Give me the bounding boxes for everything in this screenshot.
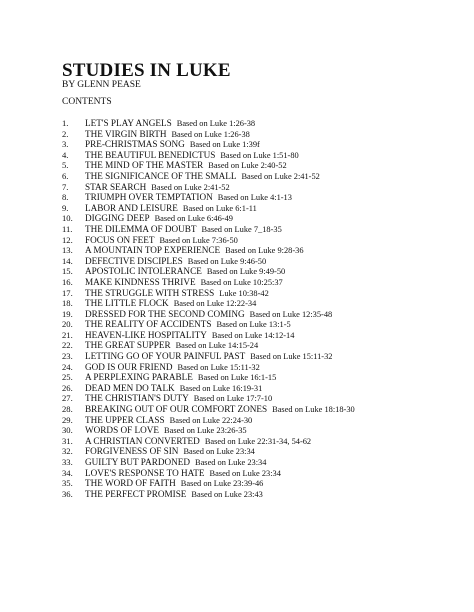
toc-item-number: 29. <box>62 414 73 425</box>
toc-item-number: 26. <box>62 382 73 393</box>
toc-item <box>62 319 462 330</box>
toc-item <box>62 288 462 299</box>
toc-item-number: 2. <box>62 128 69 139</box>
toc-item <box>62 468 462 479</box>
toc-item-scripture-reference: Based on Luke 14:12-14 <box>211 330 295 340</box>
toc-item <box>62 213 462 224</box>
toc-item <box>62 372 462 383</box>
toc-item <box>62 478 462 489</box>
toc-item-number: 1. <box>62 118 69 128</box>
toc-item-number: 35. <box>62 478 73 489</box>
toc-item-title: THE DILEMMA OF DOUBT <box>85 223 197 234</box>
toc-item-scripture-reference: Based on Luke 9:49-50 <box>206 267 286 277</box>
toc-item-number: 34. <box>62 467 73 478</box>
toc-item-scripture-reference: Based on Luke 1:26-38 <box>171 129 250 139</box>
toc-item-title: THE MIND OF THE MASTER <box>85 160 204 171</box>
toc-item-scripture-reference: Luke 10:38-42 <box>219 288 269 298</box>
toc-item <box>62 351 462 362</box>
toc-item-number: 17. <box>62 287 73 298</box>
toc-item-number: 28. <box>62 404 73 415</box>
toc-item <box>62 160 462 171</box>
toc-item-scripture-reference: Based on Luke 22:24-30 <box>169 415 253 425</box>
toc-item-scripture-reference: Based on Luke 23:43 <box>191 489 263 499</box>
toc-item <box>62 171 462 182</box>
toc-item-title: GUILTY BUT PARDONED <box>85 457 190 467</box>
toc-item-number: 27. <box>62 393 73 404</box>
toc-item <box>62 256 462 267</box>
toc-item <box>62 330 462 341</box>
toc-item-title: THE BEAUTIFUL BENEDICTUS <box>85 149 216 160</box>
toc-item-scripture-reference: Based on Luke 10:25:37 <box>200 277 283 287</box>
toc-item-number: 11. <box>62 223 73 234</box>
toc-item-scripture-reference: Based on Luke 13:1-5 <box>216 320 291 330</box>
toc-item-title: LETTING GO OF YOUR PAINFUL PAST <box>85 351 246 362</box>
toc-item-number: 25. <box>62 372 73 383</box>
toc-item-scripture-reference: Based on Luke 1:39f <box>189 140 260 150</box>
toc-item-scripture-reference: Based on Luke 2:40-52 <box>208 161 287 171</box>
toc-item-title: THE WORD OF FAITH <box>85 478 176 489</box>
toc-item-title: APOSTOLIC INTOLERANCE <box>85 266 202 277</box>
toc-item-title: A CHRISTIAN CONVERTED <box>85 435 200 446</box>
toc-item-scripture-reference: Based on Luke 17:7-10 <box>193 394 273 404</box>
toc-item <box>62 457 462 468</box>
toc-item-number: 21. <box>62 329 73 340</box>
toc-item <box>62 266 462 277</box>
toc-item-number: 5. <box>62 160 69 171</box>
toc-item <box>62 362 462 373</box>
document-title: STUDIES IN LUKE <box>62 60 231 81</box>
toc-item-scripture-reference: Based on Luke 22:31-34, 54-62 <box>204 436 312 446</box>
toc-item-title: LOVE'S RESPONSE TO HATE <box>85 467 205 478</box>
toc-item-scripture-reference: Based on Luke 1:51-80 <box>220 150 299 160</box>
toc-item-number: 22. <box>62 340 73 351</box>
toc-item <box>62 415 462 426</box>
toc-item-title: TRIUMPH OVER TEMPTATION <box>85 192 213 203</box>
toc-item <box>62 118 462 129</box>
toc-item-number: 8. <box>62 192 69 203</box>
toc-item-scripture-reference: Based on Luke 23:39-46 <box>180 479 264 489</box>
toc-item-title: FOCUS ON FEET <box>85 234 155 245</box>
toc-item-scripture-reference: Based on Luke 16:19-31 <box>179 383 263 393</box>
toc-item <box>62 298 462 309</box>
toc-item-title: A MOUNTAIN TOP EXPERIENCE <box>85 245 221 256</box>
toc-item-title: DEFECTIVE DISCIPLES <box>85 255 183 266</box>
toc-item-title: THE REALITY OF ACCIDENTS <box>85 319 212 330</box>
toc-item-number: 4. <box>62 149 69 160</box>
toc-item <box>62 446 462 457</box>
toc-item-scripture-reference: Based on Luke 12:22-34 <box>173 299 257 309</box>
toc-item-scripture-reference: Based on Luke 7:36-50 <box>159 235 238 245</box>
toc-item-title: DEAD MEN DO TALK <box>85 382 175 393</box>
toc-item-title: LABOR AND LEISURE <box>85 202 178 213</box>
toc-item-number: 36. <box>62 488 73 499</box>
toc-item-title: THE UPPER CLASS <box>85 414 165 425</box>
toc-item <box>62 235 462 246</box>
toc-item <box>62 425 462 436</box>
toc-item-scripture-reference: Based on Luke 9:46-50 <box>187 256 267 266</box>
toc-item-number: 33. <box>62 457 73 467</box>
toc-item-number: 19. <box>62 308 73 319</box>
toc-item-title: FORGIVENESS OF SIN <box>85 446 179 457</box>
toc-item-number: 24. <box>62 361 73 372</box>
toc-item-number: 12. <box>62 234 73 245</box>
toc-item-title: THE PERFECT PROMISE <box>85 488 187 499</box>
toc-item-number: 16. <box>62 276 73 287</box>
toc-item <box>62 404 462 415</box>
toc-item-title: LET'S PLAY ANGELS <box>85 118 172 128</box>
toc-item-scripture-reference: Based on Luke 4:1-13 <box>217 193 292 203</box>
toc-item-title: THE STRUGGLE WITH STRESS <box>85 287 215 298</box>
toc-item-scripture-reference: Based on Luke 23:34 <box>209 468 281 478</box>
toc-item <box>62 245 462 256</box>
toc-item-title: WORDS OF LOVE <box>85 425 160 436</box>
toc-item-scripture-reference: Based on Luke 2:41-52 <box>241 171 320 181</box>
toc-item-title: THE CHRISTIAN'S DUTY <box>85 393 189 404</box>
toc-item-number: 32. <box>62 446 73 457</box>
toc-item <box>62 203 462 214</box>
toc-item-scripture-reference: Based on Luke 14:15-24 <box>175 341 259 351</box>
toc-item-scripture-reference: Based on Luke 16:1-15 <box>197 373 277 383</box>
toc-item-number: 10. <box>62 213 73 224</box>
toc-item-number: 7. <box>62 181 69 192</box>
author-line: BY GLENN PEASE <box>62 80 141 90</box>
toc-item <box>62 436 462 447</box>
toc-item <box>62 340 462 351</box>
toc-item-number: 20. <box>62 319 73 330</box>
toc-item-scripture-reference: Based on Luke 15:11-32 <box>177 362 260 372</box>
toc-item-scripture-reference: Based on Luke 15:11-32 <box>250 352 333 362</box>
toc-item <box>62 383 462 394</box>
toc-item-title: MAKE KINDNESS THRIVE <box>85 276 196 287</box>
toc-item-number: 6. <box>62 170 69 181</box>
toc-item-scripture-reference: Based on Luke 23:26-35 <box>164 426 247 436</box>
toc-item <box>62 182 462 193</box>
toc-item-title: THE VIRGIN BIRTH <box>85 128 167 139</box>
contents-heading: CONTENTS <box>62 97 112 107</box>
toc-item <box>62 129 462 140</box>
toc-item <box>62 277 462 288</box>
toc-item-number: 18. <box>62 298 73 309</box>
toc-item-title: THE GREAT SUPPER <box>85 340 171 351</box>
toc-item-scripture-reference: Based on Luke 18:18-30 <box>272 405 355 415</box>
toc-item-scripture-reference: Based on Luke 9:28-36 <box>225 246 304 256</box>
toc-item-scripture-reference: Based on Luke 6:46-49 <box>154 214 233 224</box>
toc-item <box>62 309 462 320</box>
table-of-contents <box>62 118 462 499</box>
toc-item-number: 13. <box>62 245 73 256</box>
toc-item <box>62 139 462 150</box>
toc-item-title: DIGGING DEEP <box>85 213 150 224</box>
toc-item-title: STAR SEARCH <box>85 181 147 192</box>
toc-item-scripture-reference: Based on Luke 23:34 <box>183 447 255 457</box>
toc-item-number: 15. <box>62 266 73 277</box>
toc-item-title: PRE-CHRISTMAS SONG <box>85 139 185 150</box>
toc-item-title: HEAVEN-LIKE HOSPITALITY <box>85 329 207 340</box>
toc-item-scripture-reference: Based on Luke 23:34 <box>195 458 267 467</box>
toc-item-title: GOD IS OUR FRIEND <box>85 361 173 372</box>
toc-item-scripture-reference: Based on Luke 1:26-38 <box>176 119 256 128</box>
toc-item-title: DRESSED FOR THE SECOND COMING <box>85 308 245 319</box>
toc-item-number: 14. <box>62 255 73 266</box>
toc-item-scripture-reference: Based on Luke 7_18-35 <box>201 224 282 234</box>
toc-item-title: A PERPLEXING PARABLE <box>85 372 193 383</box>
toc-item-number: 23. <box>62 351 73 362</box>
toc-item-number: 9. <box>62 202 69 213</box>
toc-item-number: 3. <box>62 139 69 150</box>
toc-item-scripture-reference: Based on Luke 6:1-11 <box>182 203 257 213</box>
toc-item <box>62 224 462 235</box>
toc-item-number: 30. <box>62 425 73 436</box>
toc-item <box>62 150 462 161</box>
toc-item-scripture-reference: Based on Luke 2:41-52 <box>151 182 230 192</box>
toc-item-title: THE LITTLE FLOCK <box>85 298 169 309</box>
toc-item <box>62 489 462 500</box>
toc-item-title: THE SIGNIFICANCE OF THE SMALL <box>85 170 237 181</box>
toc-item-number: 31. <box>62 435 73 446</box>
toc-item-title: BREAKING OUT OF OUR COMFORT ZONES <box>85 404 268 415</box>
toc-item <box>62 192 462 203</box>
toc-item-scripture-reference: Based on Luke 12:35-48 <box>249 309 333 319</box>
toc-item <box>62 393 462 404</box>
